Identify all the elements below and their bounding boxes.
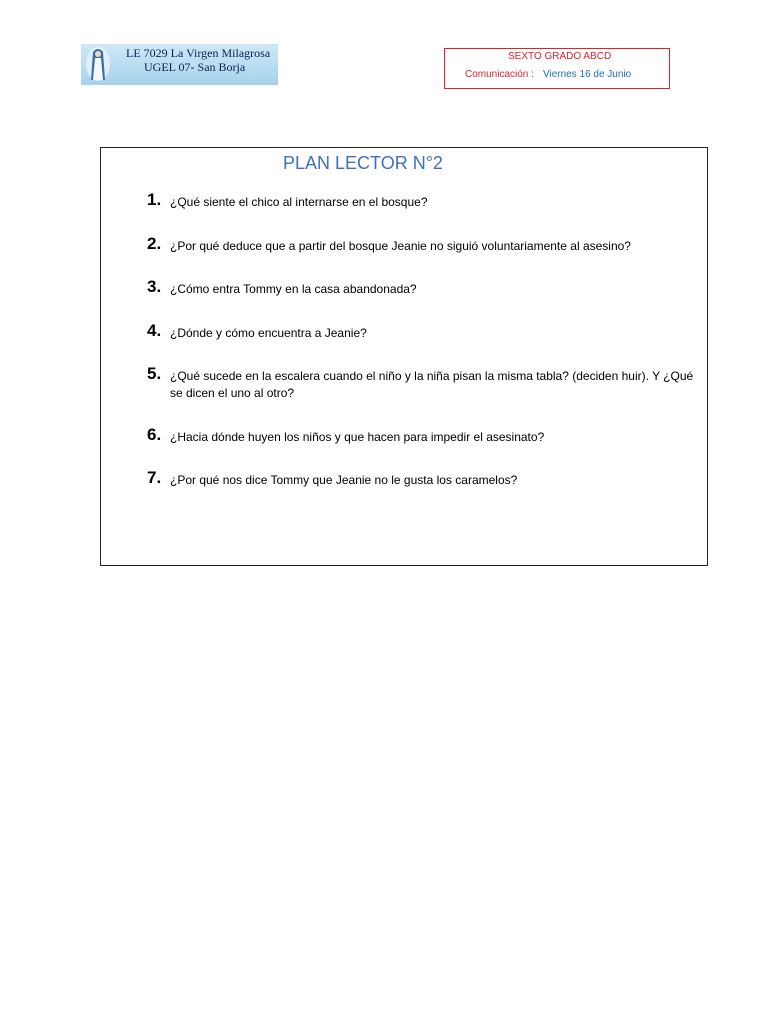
question-number: 4. (147, 321, 162, 340)
question-number: 6. (147, 425, 162, 444)
question-number: 2. (147, 234, 162, 253)
question-text: ¿Hacia dónde huyen los niños y que hacen para impedir el asesinato? (170, 430, 545, 444)
question-number: 7. (147, 468, 162, 487)
virgin-mary-icon (84, 46, 112, 83)
question-text: ¿Qué sucede en la escalera cuando el niño y la niña pisan la misma tabla? (deciden huir). Y ¿Qué se dicen el uno al otro? (170, 369, 694, 400)
subject-label: Comunicación : (465, 69, 534, 80)
grade-label: SEXTO GRADO ABCD (508, 51, 612, 62)
question-text: ¿Cómo entra Tommy en la casa abandonada? (170, 282, 417, 296)
question-text: ¿Por qué nos dice Tommy que Jeanie no le gusta los caramelos? (170, 473, 518, 487)
school-banner (81, 44, 278, 85)
question-text: ¿Qué siente el chico al internarse en el bosque? (170, 195, 428, 209)
question-number: 5. (147, 364, 162, 383)
school-name: LE 7029 La Virgen Milagrosa (126, 46, 271, 60)
question-text: ¿Por qué deduce que a partir del bosque Jeanie no siguió voluntariamente al asesino? (170, 239, 631, 253)
question-text: ¿Dónde y cómo encuentra a Jeanie? (170, 326, 367, 340)
page-title: PLAN LECTOR N°2 (283, 153, 443, 173)
school-ugel: UGEL 07- San Borja (144, 60, 246, 74)
grade-info-box (444, 48, 670, 89)
question-number: 1. (147, 190, 162, 209)
plan-lector-box (100, 147, 708, 566)
question-number: 3. (147, 277, 162, 296)
date-label: Viernes 16 de Junio (543, 69, 632, 80)
